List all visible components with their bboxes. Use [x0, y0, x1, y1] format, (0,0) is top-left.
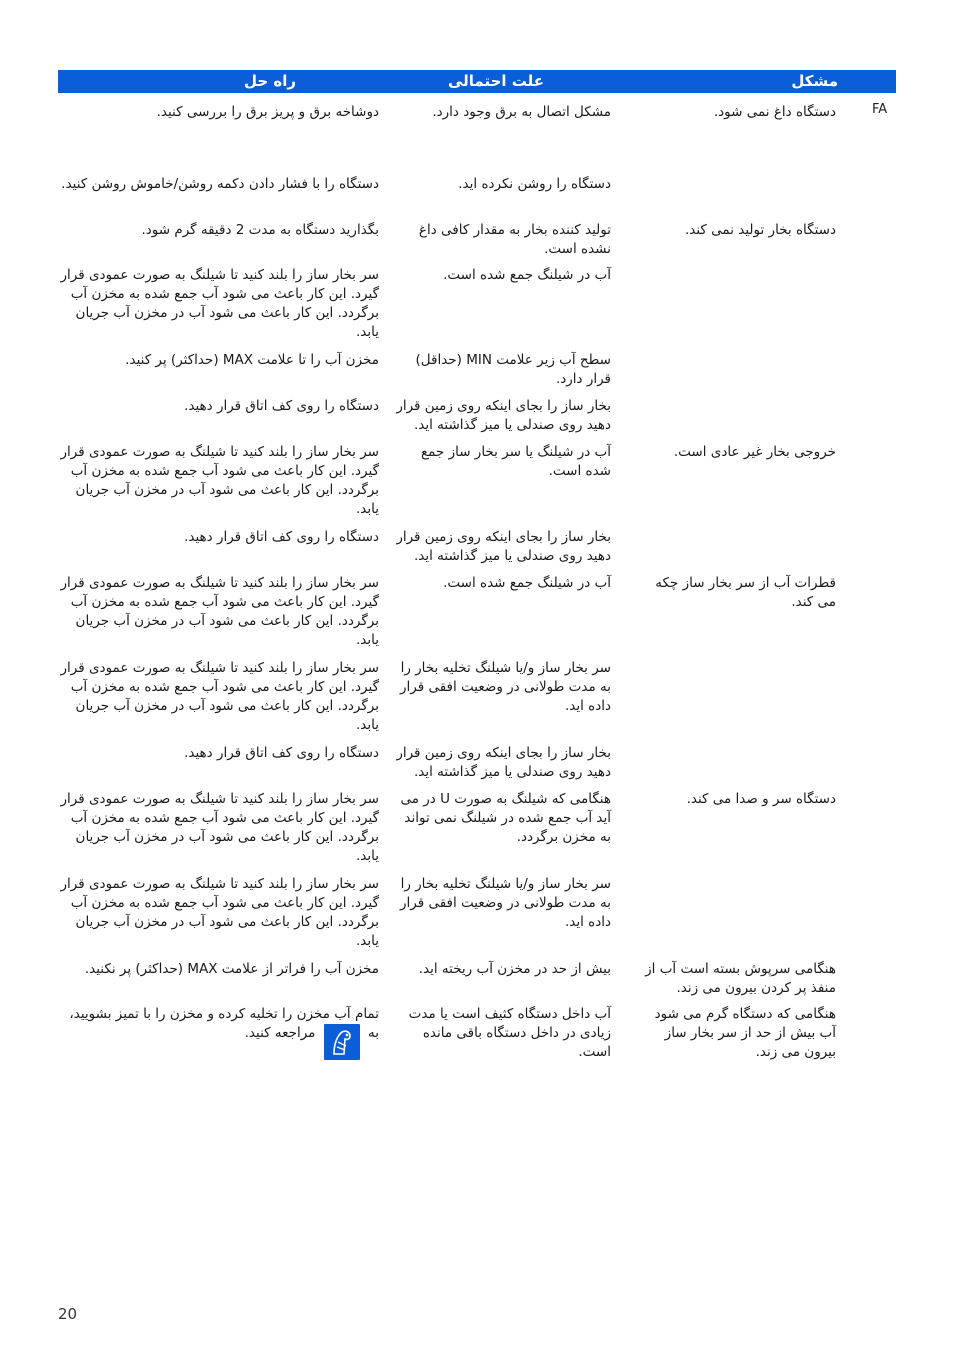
cause-cell: دستگاه را روشن نکرده اید. — [458, 176, 611, 192]
header-solution: راه حل — [243, 72, 296, 90]
cause-cell: مشکل اتصال به برق وجود دارد. — [432, 104, 611, 120]
solution-cell: سر بخار ساز را بلند کنید تا شیلنگ به صورت عمودی قرار گیرد. این کار باعث می شود آب جمع شده به مخزن آب برگردد. این کار باعث می شود آب در مخزن آب جریان یابد. — [60, 876, 379, 949]
problem-cell: هنگامی که دستگاه گرم می شود آب بیش از حد از سر بخار ساز بیرون می زند. — [654, 1006, 836, 1060]
solution-cell — [59, 1005, 379, 1060]
table-header — [58, 70, 896, 93]
problem-cell: خروجی بخار غیر عادی است. — [673, 444, 836, 460]
cause-cell: بخار ساز را بجای اینکه روی زمین قرار دهید روی صندلی یا میز گذاشته اید. — [396, 398, 611, 433]
problem-cell: دستگاه سر و صدا می کند. — [686, 791, 836, 807]
solution-cell: دستگاه را روی کف اتاق قرار دهید. — [184, 529, 379, 545]
problem-cell: هنگامی سرپوش بسته است آب از منفذ پر کردن بیرون می زند. — [645, 961, 836, 996]
solution-cell: دستگاه را روی کف اتاق قرار دهید. — [184, 398, 379, 414]
cause-cell: بخار ساز را بجای اینکه روی زمین قرار دهید روی صندلی یا میز گذاشته اید. — [396, 745, 611, 780]
problem-cell: دستگاه بخار تولید نمی کند. — [684, 222, 836, 238]
cause-cell: بخار ساز را بجای اینکه روی زمین قرار دهید روی صندلی یا میز گذاشته اید. — [396, 529, 611, 564]
cause-cell: تولید کننده بخار به مقدار کافی داغ نشده است. — [418, 222, 611, 257]
troubleshooting-table — [58, 70, 896, 1103]
solution-cell: سر بخار ساز را بلند کنید تا شیلنگ به صورت عمودی قرار گیرد. این کار باعث می شود آب جمع شده به مخزن آب برگردد. این کار باعث می شود آب در مخزن آب جریان یابد. — [60, 267, 379, 340]
solution-cell: سر بخار ساز را بلند کنید تا شیلنگ به صورت عمودی قرار گیرد. این کار باعث می شود آب جمع شده به مخزن آب برگردد. این کار باعث می شود آب در مخزن آب جریان یابد. — [60, 660, 379, 733]
solution-cell: سر بخار ساز را بلند کنید تا شیلنگ به صورت عمودی قرار گیرد. این کار باعث می شود آب جمع شده به مخزن آب برگردد. این کار باعث می شود آب در مخزن آب جریان یابد. — [60, 791, 379, 864]
header-problem: مشکل — [791, 72, 838, 90]
cause-cell: بیش از حد در مخزن آب ریخته اید. — [418, 961, 611, 977]
cleaning-icon — [324, 1024, 360, 1060]
header-cause: علت احتمالی — [447, 72, 544, 90]
problem-cell: قطرات آب از سر بخار ساز چکه می کند. — [655, 575, 836, 610]
solution-cell: مخزن آب را فراتر از علامت MAX (حداکثر) پر نکنید. — [84, 961, 379, 977]
cause-cell: سر بخار ساز و/یا شیلنگ تخلیه بخار را به مدت طولانی در وضعیت افقی قرار داده اید. — [399, 660, 611, 714]
solution-text-end: مراجعه کنید. — [244, 1025, 316, 1041]
cause-cell: سطح آب زیر علامت MIN (حداقل) قرار دارد. — [415, 352, 611, 387]
solution-cell: دستگاه را روی کف اتاق قرار دهید. — [184, 745, 379, 761]
table-body — [58, 93, 896, 1103]
solution-cell: سر بخار ساز را بلند کنید تا شیلنگ به صورت عمودی قرار گیرد. این کار باعث می شود آب جمع شده به مخزن آب برگردد. این کار باعث می شود آب در مخزن آب جریان یابد. — [60, 575, 379, 648]
cause-cell: آب در شیلنگ جمع شده است. — [443, 267, 611, 283]
solution-cell: دوشاخه برق و پریز برق را بررسی کنید. — [156, 104, 379, 120]
solution-cell: سر بخار ساز را بلند کنید تا شیلنگ به صورت عمودی قرار گیرد. این کار باعث می شود آب جمع شده به مخزن آب برگردد. این کار باعث می شود آب در مخزن آب جریان یابد. — [60, 444, 379, 517]
page-number: 20 — [58, 1305, 78, 1323]
cause-cell: هنگامی که شیلنگ به صورت U در می آید آب جمع شده در شیلنگ نمی تواند به مخزن برگردد. — [400, 791, 611, 845]
cause-cell: آب در شیلنگ یا سر بخار ساز جمع شده است. — [420, 444, 611, 479]
cause-cell: سر بخار ساز و/یا شیلنگ تخلیه بخار را به مدت طولانی در وضعیت افقی قرار داده اید. — [399, 876, 611, 930]
solution-cell: بگذارید دستگاه به مدت 2 دقیقه گرم شود. — [141, 222, 379, 238]
cause-cell: آب داخل دستگاه کثیف است یا مدت زیادی در داخل دستگاه باقی مانده است. — [408, 1006, 611, 1060]
solution-cell: دستگاه را با فشار دادن دکمه روشن/خاموش روشن کنید. — [61, 176, 379, 192]
cause-cell: آب در شیلنگ جمع شده است. — [443, 575, 611, 591]
solution-cell: مخزن آب را تا علامت MAX (حداکثر) پر کنید. — [125, 352, 379, 368]
solution-text: تمام آب مخزن را تخلیه کرده و مخزن را با تمیز بشویید، به — [69, 1006, 379, 1041]
language-code: FA — [872, 102, 888, 117]
problem-cell: دستگاه داغ نمی شود. — [713, 104, 836, 120]
